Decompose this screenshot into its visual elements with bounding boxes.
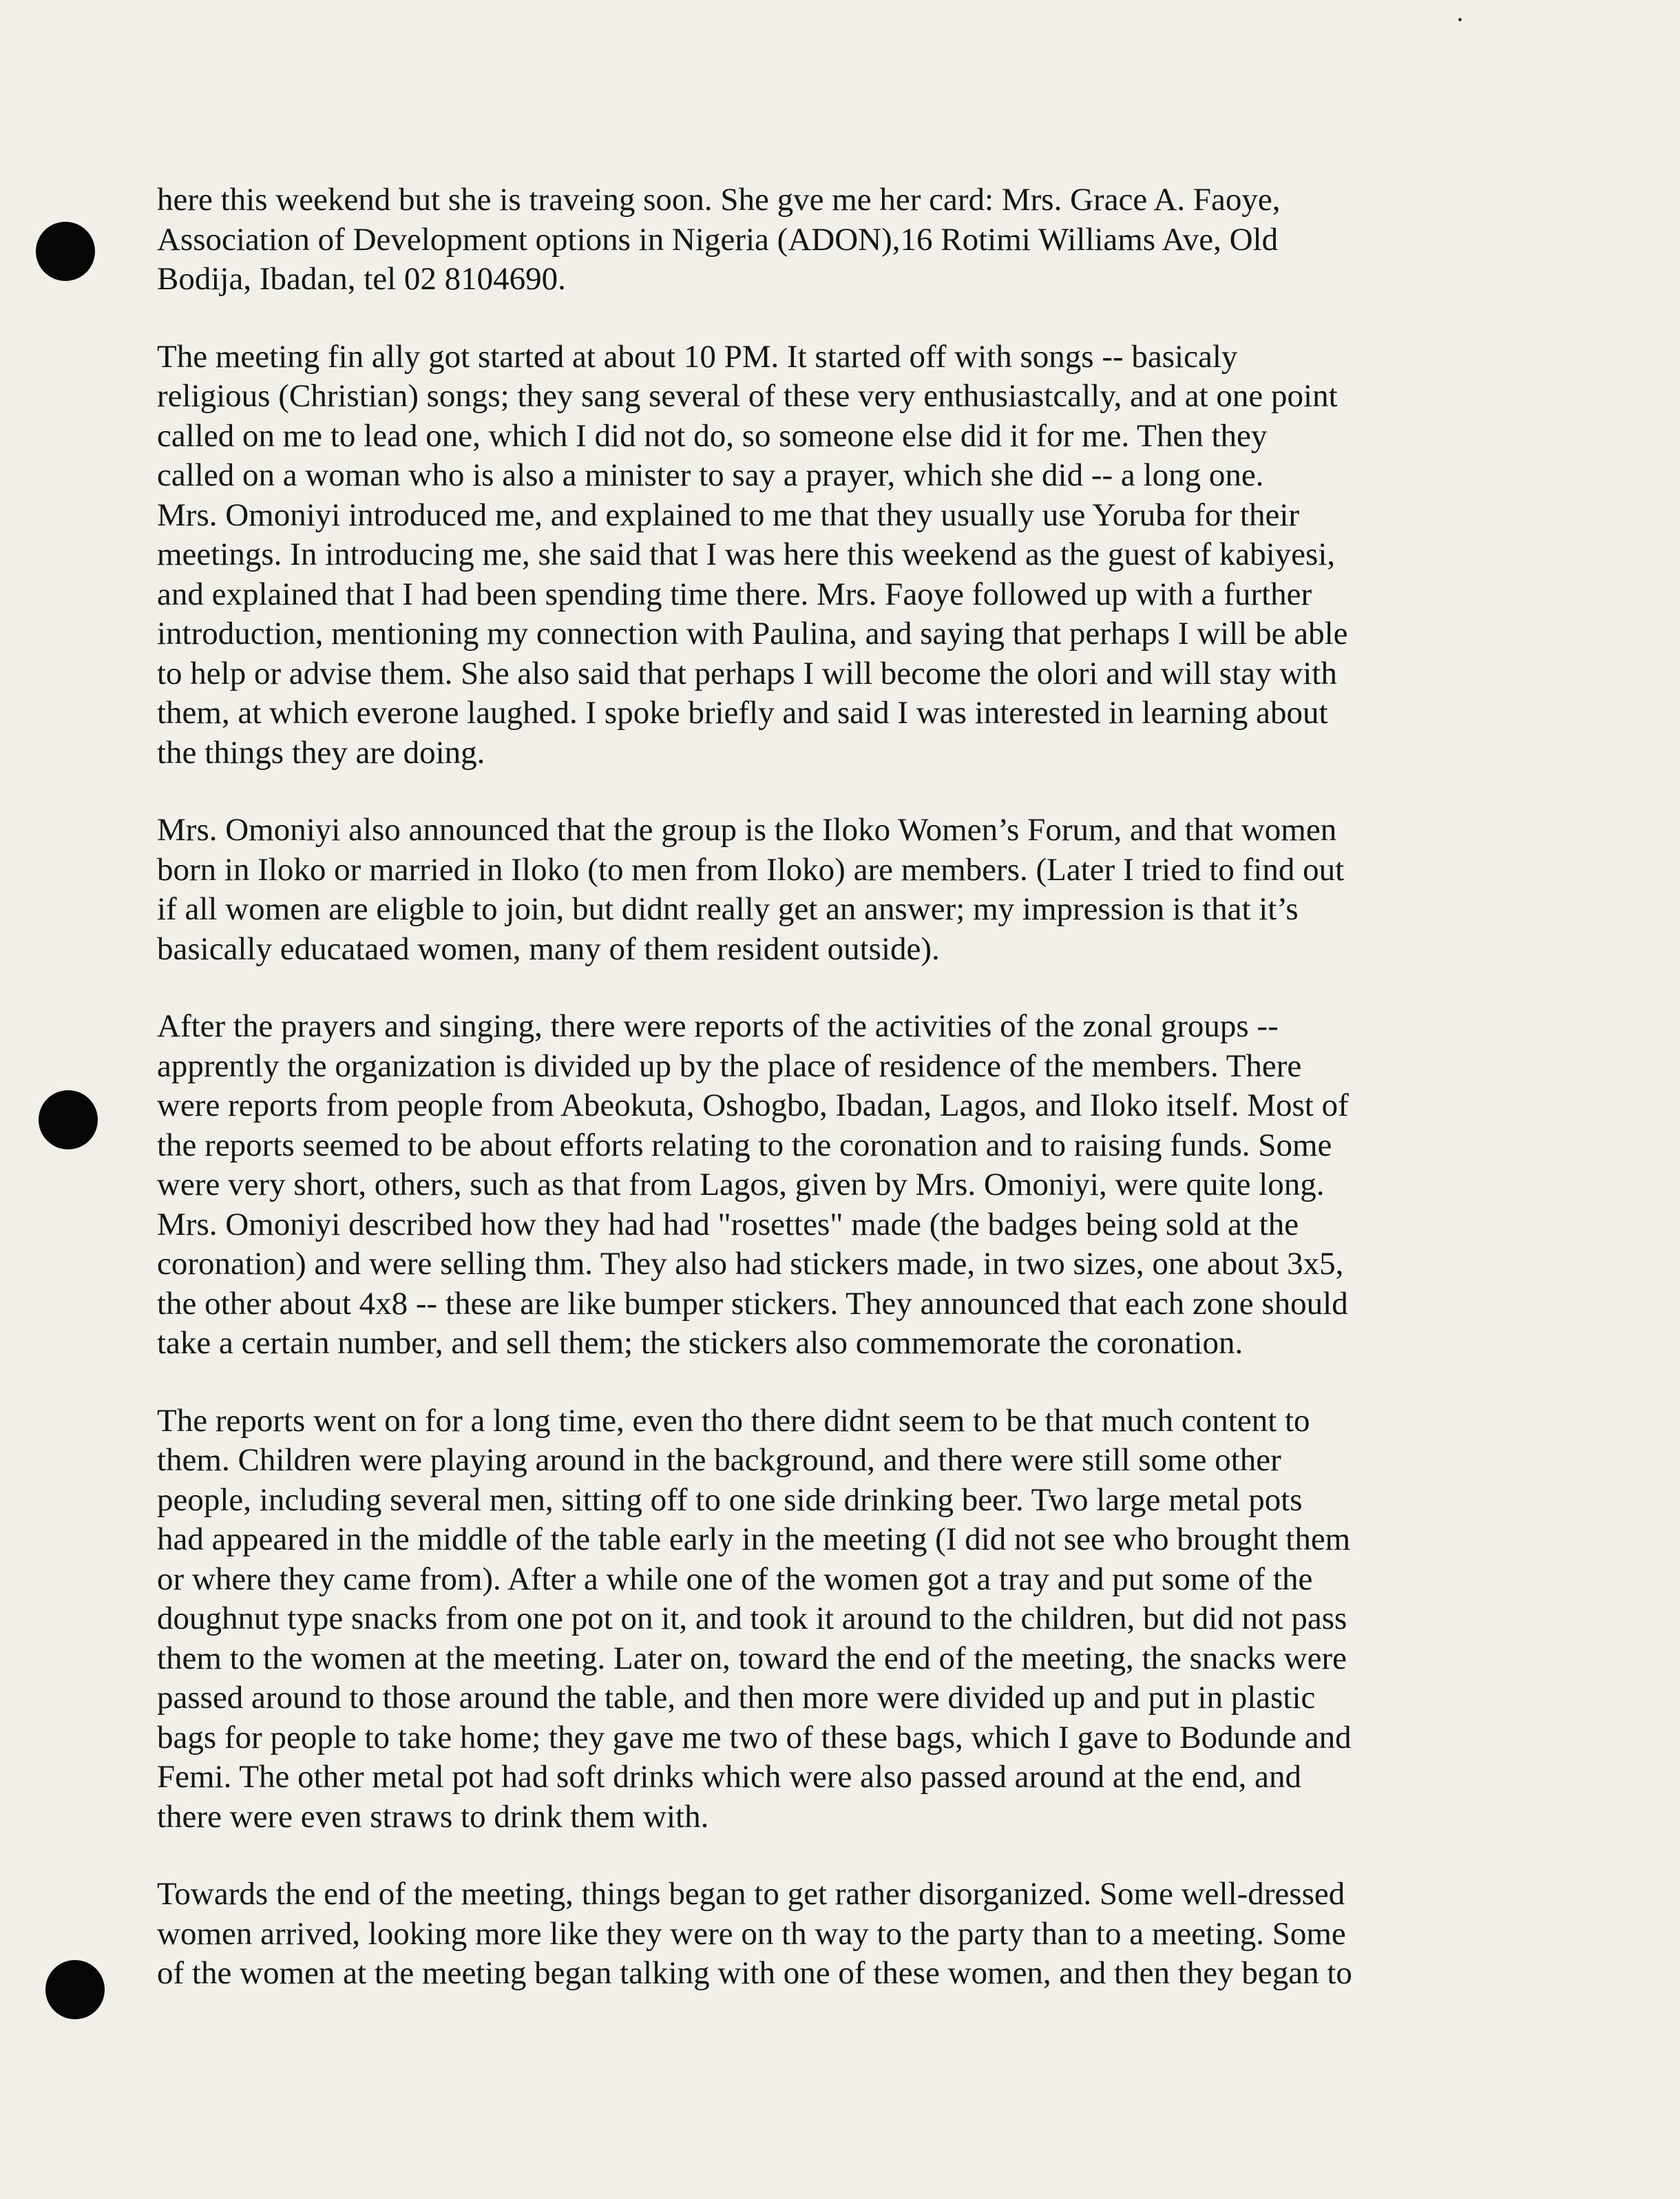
paragraph <box>157 811 1555 969</box>
text-line: and explained that I had been spending time there. Mrs. Faoye followed up with a further <box>157 576 1312 612</box>
text-line: apprently the organization is divided up by the place of residence of the members. There <box>157 1048 1302 1084</box>
text-line: Association of Development options in Nigeria (ADON),16 Rotimi Williams Ave, Old <box>157 221 1279 258</box>
paper-speck <box>1458 18 1462 21</box>
text-line: the things they are doing. <box>157 734 485 771</box>
paragraph-gap <box>157 300 1555 337</box>
text-line: religious (Christian) songs; they sang several of these very enthusiastcally, and at one point <box>157 378 1338 414</box>
text-line: had appeared in the middle of the table early in the meeting (I did not see who brought them <box>157 1521 1351 1557</box>
text-line: were reports from people from Abeokuta, Oshogbo, Ibadan, Lagos, and Iloko itself. Most of <box>157 1087 1349 1123</box>
paragraph <box>157 180 1555 300</box>
text-line: them. Children were playing around in the background, and there were still some other <box>157 1442 1281 1478</box>
text-line: the reports seemed to be about efforts relating to the coronation and to raising funds. Some <box>157 1127 1332 1163</box>
text-line: women arrived, looking more like they were on th way to the party than to a meeting. Some <box>157 1915 1346 1952</box>
document-body <box>157 180 1555 1994</box>
text-line: here this weekend but she is traveing soon. She gve me her card: Mrs. Grace A. Faoye, <box>157 182 1281 218</box>
text-line: of the women at the meeting began talking with one of these women, and then they began to <box>157 1955 1352 1991</box>
text-line: Femi. The other metal pot had soft drinks which were also passed around at the end, and <box>157 1759 1301 1795</box>
text-line: if all women are eligble to join, but didnt really get an answer; my impression is that it’s <box>157 891 1299 927</box>
text-line: Mrs. Omoniyi also announced that the group is the Iloko Women’s Forum, and that women <box>157 812 1337 848</box>
text-line: take a certain number, and sell them; the stickers also commemorate the coronation. <box>157 1325 1243 1361</box>
text-line: bags for people to take home; they gave me two of these bags, which I gave to Bodunde and <box>157 1719 1352 1755</box>
text-line: people, including several men, sitting off to one side drinking beer. Two large metal pots <box>157 1481 1303 1518</box>
paragraph-gap <box>157 1364 1555 1401</box>
text-line: there were even straws to drink them with. <box>157 1798 709 1835</box>
paragraph <box>157 337 1555 773</box>
paragraph-gap <box>157 1837 1555 1875</box>
punch-hole-bottom <box>45 1960 105 2019</box>
punch-hole-middle <box>39 1090 98 1149</box>
text-line: Mrs. Omoniyi introduced me, and explained to me that they usually use Yoruba for their <box>157 497 1300 533</box>
text-line: called on me to lead one, which I did not do, so someone else did it for me. Then they <box>157 417 1268 454</box>
text-line: born in Iloko or married in Iloko (to men from Iloko) are members. (Later I tried to find out <box>157 851 1345 888</box>
paragraph <box>157 1401 1555 1837</box>
text-line: passed around to those around the table, and then more were divided up and put in plastic <box>157 1680 1316 1716</box>
paragraph-gap <box>157 969 1555 1007</box>
text-line: introduction, mentioning my connection with Paulina, and saying that perhaps I will be able <box>157 616 1348 652</box>
text-line: coronation) and were selling thm. They also had stickers made, in two sizes, one about 3x5, <box>157 1246 1344 1282</box>
text-line: Bodija, Ibadan, tel 02 8104690. <box>157 261 566 297</box>
text-line: The reports went on for a long time, even tho there didnt seem to be that much content to <box>157 1402 1310 1439</box>
text-line: Mrs. Omoniyi described how they had had "rosettes" made (the badges being sold at the <box>157 1206 1299 1242</box>
paragraph <box>157 1875 1555 1994</box>
paragraph <box>157 1007 1555 1364</box>
text-line: the other about 4x8 -- these are like bumper stickers. They announced that each zone should <box>157 1285 1348 1322</box>
text-line: them, at which everone laughed. I spoke briefly and said I was interested in learning about <box>157 695 1328 731</box>
text-line: them to the women at the meeting. Later on, toward the end of the meeting, the snacks were <box>157 1640 1347 1676</box>
text-line: After the prayers and singing, there were reports of the activities of the zonal groups -- <box>157 1008 1279 1044</box>
text-line: or where they came from). After a while one of the women got a tray and put some of the <box>157 1561 1313 1597</box>
text-line: Towards the end of the meeting, things began to get rather disorganized. Some well-dressed <box>157 1876 1345 1912</box>
text-line: to help or advise them. She also said that perhaps I will become the olori and will stay with <box>157 655 1337 691</box>
text-line: were very short, others, such as that from Lagos, given by Mrs. Omoniyi, were quite long. <box>157 1167 1325 1202</box>
text-line: The meeting fin ally got started at about 10 PM. It started off with songs -- basicaly <box>157 338 1238 375</box>
punch-hole-top <box>36 222 95 281</box>
text-line: meetings. In introducing me, she said that I was here this weekend as the guest of kabiyesi, <box>157 536 1336 572</box>
paragraph-gap <box>157 773 1555 811</box>
text-line: basically educataed women, many of them resident outside). <box>157 930 940 967</box>
text-line: called on a woman who is also a minister to say a prayer, which she did -- a long one. <box>157 457 1264 493</box>
text-line: doughnut type snacks from one pot on it, and took it around to the children, but did not pass <box>157 1601 1347 1636</box>
